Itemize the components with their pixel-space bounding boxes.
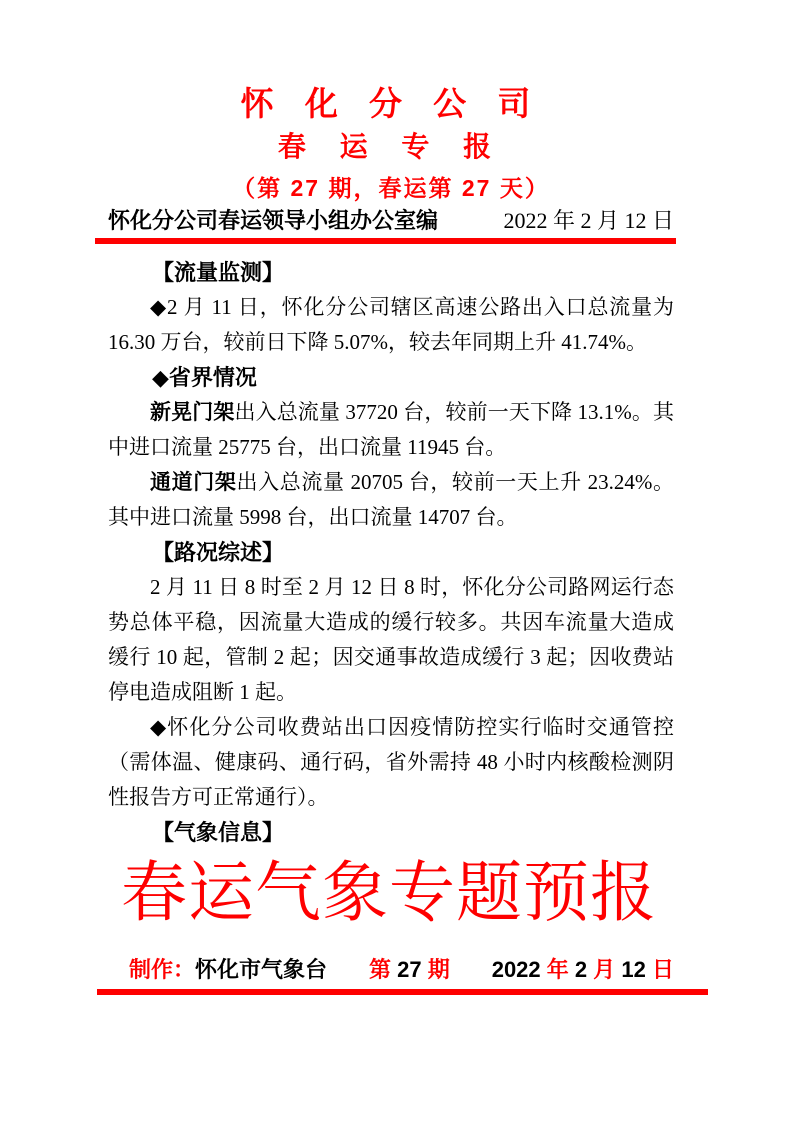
xinhuang-gantry-stats: 出入总流量 37720 台，较前一天下降 13.1%。其中进口流量 25775 台，出口流量 11945 台。 — [108, 400, 675, 459]
footer-row — [108, 957, 674, 983]
footer-divider — [97, 989, 708, 995]
section-heading-traffic-monitor: 【流量监测】 — [152, 260, 285, 285]
footer-producer-label: 制作： — [129, 957, 196, 982]
section-heading-weather-info: 【气象信息】 — [152, 820, 285, 845]
footer-date-year: 2022 — [491, 957, 547, 982]
document-header — [108, 86, 674, 244]
weather-banner-title: 春运气象专题预报 — [121, 857, 657, 930]
doc-title-line2: 春 运 专 报 — [277, 131, 505, 162]
paragraph-tongdao-gantry — [108, 465, 674, 535]
editor-row — [108, 208, 674, 234]
section-heading-province-border: ◆省界情况 — [152, 365, 257, 390]
header-date: 2022 年 2 月 12 日 — [503, 208, 674, 233]
paragraph-xinhuang-gantry — [108, 395, 674, 465]
footer-issue-prefix: 第 — [369, 957, 392, 982]
paragraph-epidemic-control: ◆怀化分公司收费站出口因疫情防控实行临时交通管控（需体温、健康码、通行码，省外需持 48 小时内核酸检测阴性报告方可正常通行）。 — [108, 715, 674, 809]
footer-producer — [129, 957, 327, 983]
footer-issue-suffix: 期 — [427, 957, 450, 982]
paragraph-road-network: 2 月 11 日 8 时至 2 月 12 日 8 时，怀化分公司路网运行态势总体平稳，因流量大造成的缓行较多。共因车流量大造成缓行 10 起，管制 2 起；因交通事故造成缓行 3 起；因收费站停电造成阻断 1 起。 — [108, 575, 674, 704]
footer-date-month: 2 — [568, 957, 594, 982]
header-divider — [95, 238, 676, 244]
footer-issue-no: 27 — [391, 957, 428, 982]
tongdao-gantry-label: 通道门架 — [150, 471, 237, 494]
footer-issue-number — [369, 957, 450, 983]
footer-date-day: 12 — [615, 957, 652, 982]
xinhuang-gantry-label: 新晃门架 — [150, 401, 235, 424]
paragraph-total-flow: ◆2 月 11 日，怀化分公司辖区高速公路出入口总流量为 16.30 万台，较前日下降 5.07%，较去年同期上升 41.74%。 — [108, 295, 674, 354]
footer-date — [492, 957, 674, 983]
document-body — [108, 255, 674, 850]
editor-credit: 怀化分公司春运领导小组办公室编 — [108, 208, 439, 233]
footer-date-year-cn: 年 — [546, 957, 569, 982]
footer-date-day-cn: 日 — [651, 957, 674, 982]
footer-date-month-cn: 月 — [593, 957, 616, 982]
section-heading-road-summary: 【路况综述】 — [152, 540, 285, 565]
tongdao-gantry-stats: 出入总流量 20705 台，较前一天上升 23.24%。其中进口流量 5998 台，出口流量 14707 台。 — [108, 470, 675, 529]
doc-title-line1: 怀 化 分 公 司 — [240, 85, 542, 122]
issue-line: （第 27 期，春运第 27 天） — [232, 175, 550, 201]
footer-producer-name: 怀化市气象台 — [195, 957, 328, 982]
document-footer — [108, 957, 674, 995]
